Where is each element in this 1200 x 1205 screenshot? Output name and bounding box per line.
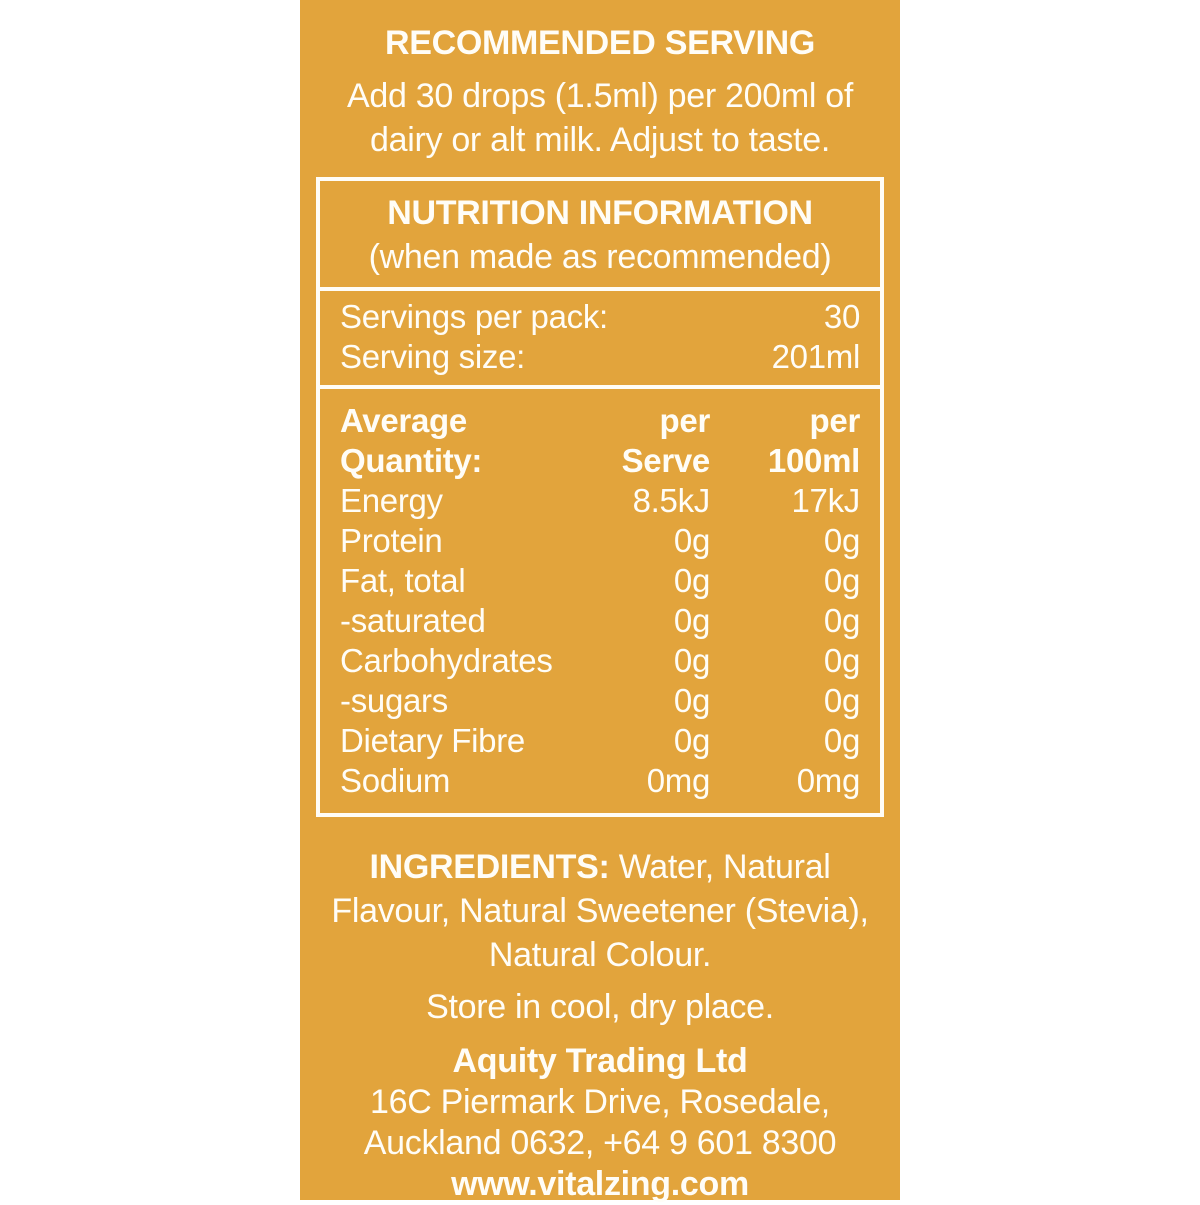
per-100ml-value: 0g xyxy=(823,682,860,719)
header-per-100ml-1: per xyxy=(809,402,860,439)
nutrient-label: Protein xyxy=(340,522,443,559)
company-website: www.vitalzing.com xyxy=(451,1165,749,1203)
table-row-protein xyxy=(340,521,860,561)
header-per-serve-2: Serve xyxy=(621,442,710,479)
header-per-100ml-2: 100ml xyxy=(767,442,860,479)
ingredients-text xyxy=(313,845,887,977)
nutrient-label: Energy xyxy=(340,482,443,519)
per-100ml-value: 0g xyxy=(823,602,860,639)
per-serve-value: 0g xyxy=(673,522,710,559)
per-serve-value: 8.5kJ xyxy=(632,482,710,519)
table-row-saturated xyxy=(340,601,860,641)
serving-size-label: Serving size: xyxy=(340,338,526,375)
company-address-line1: 16C Piermark Drive, Rosedale, xyxy=(370,1083,830,1121)
company-info xyxy=(300,1041,900,1205)
per-serve-value: 0g xyxy=(673,682,710,719)
servings-per-pack-label: Servings per pack: xyxy=(340,298,608,335)
nutrient-label: Fat, total xyxy=(340,562,466,599)
per-serve-value: 0g xyxy=(673,602,710,639)
per-serve-value: 0g xyxy=(673,562,710,599)
serving-size-row xyxy=(340,337,860,377)
recommended-serving-title: RECOMMENDED SERVING xyxy=(384,24,816,62)
header-quantity: Quantity: xyxy=(340,442,483,479)
servings-per-pack-row xyxy=(340,297,860,337)
storage-instructions: Store in cool, dry place. xyxy=(426,988,774,1026)
per-100ml-value: 0g xyxy=(823,562,860,599)
per-serve-value: 0mg xyxy=(646,762,710,799)
nutrition-information-box xyxy=(316,177,884,817)
table-header-row-2 xyxy=(340,441,860,481)
per-100ml-value: 0g xyxy=(823,522,860,559)
nutrient-label: Carbohydrates xyxy=(340,642,553,679)
serving-size-value: 201ml xyxy=(771,338,860,375)
table-row-fat-total xyxy=(340,561,860,601)
table-row-dietary-fibre xyxy=(340,721,860,761)
nutrition-information-title: NUTRITION INFORMATION xyxy=(387,194,813,232)
per-100ml-value: 0mg xyxy=(796,762,860,799)
nutrition-box-header xyxy=(320,181,880,287)
per-100ml-value: 0g xyxy=(823,722,860,759)
per-serve-value: 0g xyxy=(673,642,710,679)
per-100ml-value: 0g xyxy=(823,642,860,679)
table-row-sodium xyxy=(340,761,860,801)
servings-section xyxy=(320,291,880,385)
nutrient-label: Dietary Fibre xyxy=(340,722,525,759)
table-row-energy xyxy=(340,481,860,521)
ingredients-list: Water, Natural Flavour, Natural Sweetener (Stevia), Natural Colour. xyxy=(331,848,869,974)
nutrition-table xyxy=(320,389,880,813)
recommended-serving-line2: dairy or alt milk. Adjust to taste. xyxy=(369,121,831,159)
table-header-row-1 xyxy=(340,401,860,441)
company-address-line2: Auckland 0632, +64 9 601 8300 xyxy=(363,1124,837,1162)
per-100ml-value: 17kJ xyxy=(791,482,860,519)
nutrient-label: Sodium xyxy=(340,762,451,799)
header-average: Average xyxy=(340,402,467,439)
recommended-serving-section xyxy=(300,0,900,162)
product-label-panel xyxy=(300,0,900,1203)
company-name: Aquity Trading Ltd xyxy=(452,1042,748,1080)
per-serve-value: 0g xyxy=(673,722,710,759)
table-row-carbohydrates xyxy=(340,641,860,681)
ingredients-label: INGREDIENTS: xyxy=(369,848,610,886)
header-per-serve-1: per xyxy=(659,402,710,439)
servings-per-pack-value: 30 xyxy=(823,298,860,335)
recommended-serving-line1: Add 30 drops (1.5ml) per 200ml of xyxy=(346,77,854,115)
nutrient-label: -sugars xyxy=(340,682,448,719)
nutrient-label: -saturated xyxy=(340,602,486,639)
table-row-sugars xyxy=(340,681,860,721)
recommended-serving-text xyxy=(300,74,900,162)
nutrition-information-subtitle: (when made as recommended) xyxy=(368,238,832,276)
